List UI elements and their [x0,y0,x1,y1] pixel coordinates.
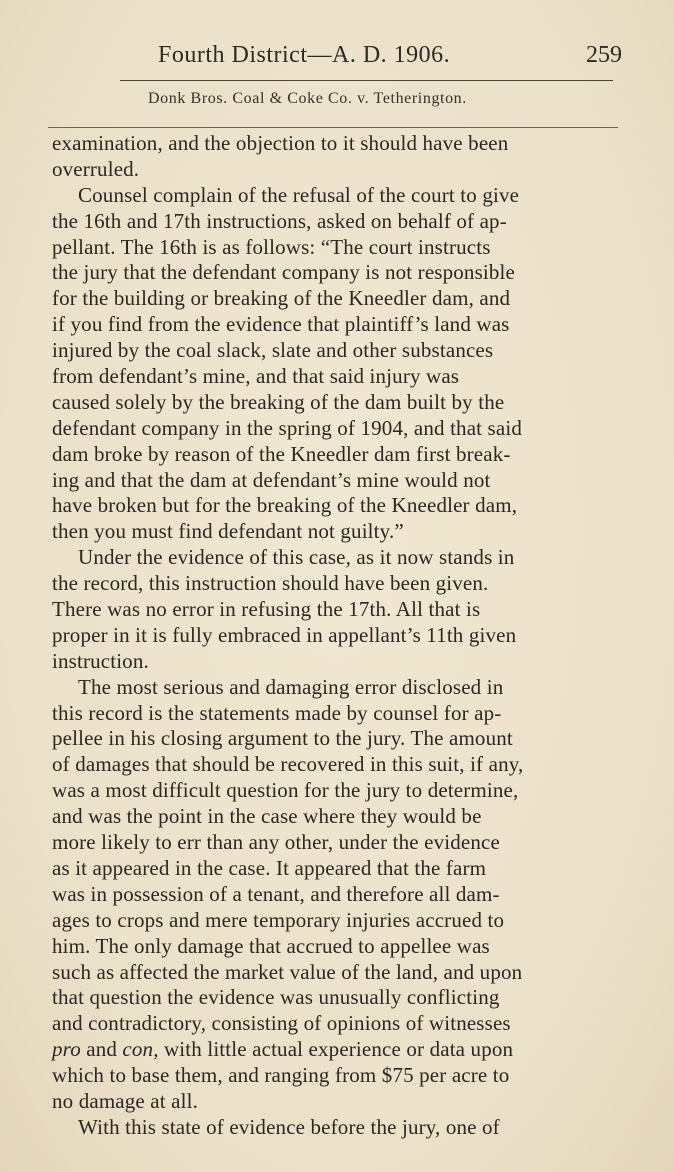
text-line: this record is the statements made by counsel for ap- [52,700,502,725]
text-line: was in possession of a tenant, and therefore all dam- [52,881,500,906]
text-line: caused solely by the breaking of the dam built by the [52,389,505,414]
text-line: and was the point in the case where they would be [52,804,482,829]
italic-con: con, [122,1037,159,1062]
text-line: Counsel complain of the refusal of the court to give [78,182,520,207]
text-line: defendant company in the spring of 1904, and that said [52,415,522,440]
text-line: The most serious and damaging error disclosed in [78,674,504,699]
text-line: which to base them, and ranging from $75 per acre to [52,1063,510,1088]
text-and: and [80,1037,123,1062]
text-line: then you must find defendant not guilty.” [52,519,404,544]
running-head [40,42,630,76]
text-line: more likely to err than any other, under the evidence [52,830,500,855]
text-line: the record, this instruction should have been given. [52,571,489,596]
text-line: Under the evidence of this case, as it now stands in [78,545,515,570]
text-line: There was no error in refusing the 17th. All that is [52,597,481,622]
header-rule [120,80,613,81]
text-line: for the building or breaking of the Kneedler dam, and [52,286,511,311]
text-line: instruction. [52,648,149,673]
text-line: was a most difficult question for the jury to determine, [52,778,519,803]
text-line: if you find from the evidence that plaintiff’s land was [52,312,510,337]
text-line: the 16th and 17th instructions, asked on behalf of ap- [52,208,507,233]
text-line: have broken but for the breaking of the Kneedler dam, [52,493,518,518]
text-line: as it appeared in the case. It appeared that the farm [52,855,487,880]
text-line: overruled. [52,156,140,181]
text-line: With this state of evidence before the jury, one of [78,1114,500,1139]
text-line: examination, and the objection to it should have been [52,131,509,155]
text-line: and contradictory, consisting of opinions of witnesses [52,1011,511,1036]
text-line: of damages that should be recovered in this suit, if any, [52,752,524,777]
text-rest: with little actual experience or data upon [158,1037,514,1062]
text-line: that question the evidence was unusually conflicting [52,985,500,1010]
text-line: the jury that the defendant company is not responsible [52,260,515,285]
case-name: Donk Bros. Coal & Coke Co. v. Tetherington. [148,90,467,107]
text-line: him. The only damage that accrued to appellee was [52,933,490,958]
text-line-pro-con [52,1037,624,1063]
header-rule-lower [48,127,618,128]
italic-pro: pro [52,1037,81,1062]
text-line: ing and that the dam at defendant’s mine would not [52,467,491,492]
page-number: 259 [586,42,622,68]
text-line: dam broke by reason of the Kneedler dam first break- [52,441,511,466]
text-line: from defendant’s mine, and that said injury was [52,364,460,389]
text-line: pellant. The 16th is as follows: “The court instructs [52,234,491,259]
running-title: Fourth District—A. D. 1906. [158,42,451,68]
text-line: ages to crops and mere temporary injuries accrued to [52,907,505,932]
text-line: pellee in his closing argument to the jury. The amount [52,726,513,751]
text-line: proper in it is fully embraced in appellant’s 11th given [52,622,517,647]
text-line: such as affected the market value of the land, and upon [52,959,523,984]
body-text [52,131,624,1141]
text-line: no damage at all. [52,1088,198,1113]
text-line: injured by the coal slack, slate and other substances [52,338,494,363]
